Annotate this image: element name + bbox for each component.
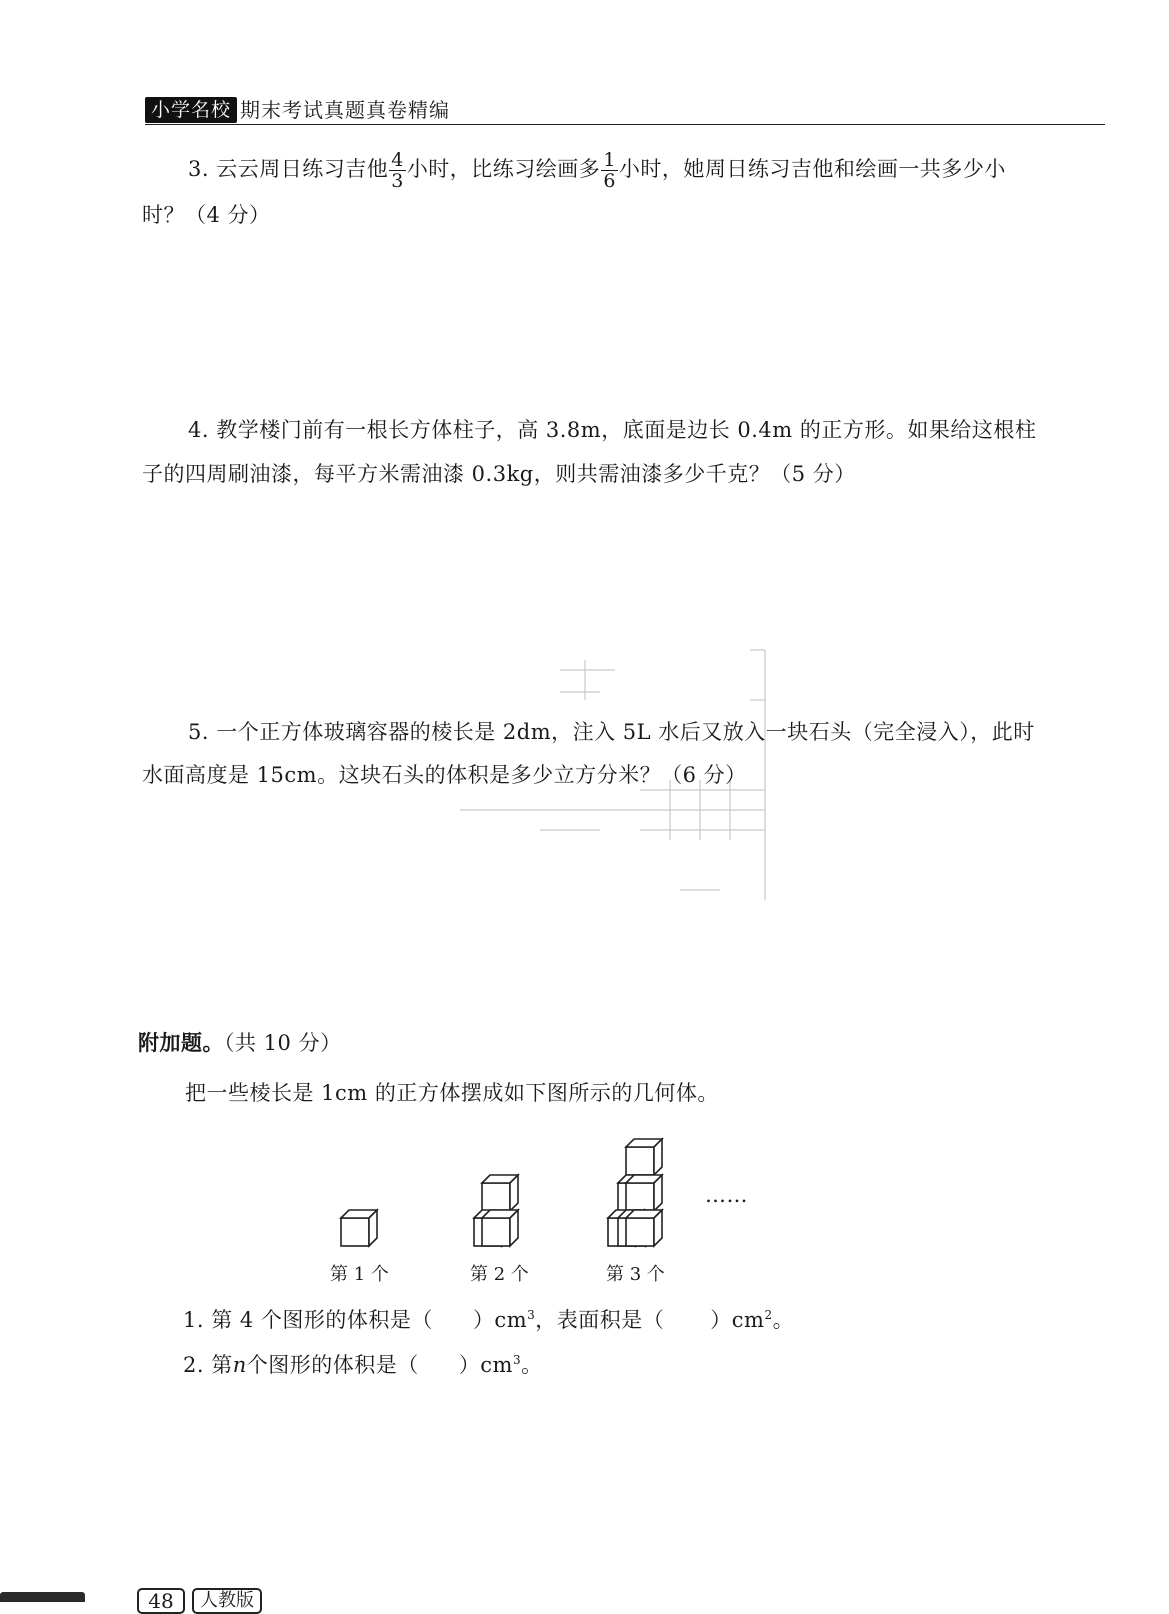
q3-text-a: 3. 云云周日练习吉他: [188, 157, 389, 181]
q3-text-c: 小时，她周日练习吉他和绘画一共多少小: [618, 157, 1006, 181]
cube-figures: [330, 1135, 670, 1255]
sub2-text-a: 2. 第: [183, 1353, 233, 1377]
figure-3-cubes: [608, 1139, 662, 1246]
question-5-line-2: 水面高度是 15cm。这块石头的体积是多少立方分米？（6 分）: [142, 763, 747, 787]
figure-2-label: 第 2 个: [470, 1264, 529, 1285]
figure-1-label: 第 1 个: [330, 1264, 389, 1285]
bonus-heading: [138, 1031, 342, 1055]
sub1-text-b: ）cm: [472, 1308, 528, 1332]
fraction-numerator: 4: [391, 149, 404, 171]
bonus-sub-question-1: [183, 1303, 794, 1332]
figure-2-cubes: [474, 1175, 518, 1246]
sub1-exponent-3: 3: [527, 1308, 536, 1322]
sub1-text-e: 。: [772, 1308, 795, 1332]
variable-n: n: [232, 1353, 247, 1377]
question-4-line-2: 子的四周刷油漆，每平方米需油漆 0.3kg，则共需油漆多少千克？（5 分）: [142, 462, 856, 486]
sub2-text-d: 。: [521, 1353, 543, 1377]
fraction-one-sixth: [601, 150, 618, 191]
sub1-text-a: 1. 第 4 个图形的体积是（: [183, 1308, 433, 1332]
bonus-points: （共 10 分）: [224, 1031, 342, 1055]
question-3-line-1: [188, 150, 1006, 191]
bonus-sub-question-2: [183, 1348, 543, 1377]
figure-1-cubes: [341, 1210, 377, 1246]
book-title: 期末考试真题真卷精编: [240, 98, 450, 122]
figures-ellipsis: ……: [705, 1183, 748, 1207]
sub1-text-c: ，表面积是（: [535, 1308, 665, 1332]
figure-3-label: 第 3 个: [606, 1264, 665, 1285]
page-corner-shadow: [0, 1592, 85, 1602]
q3-text-b: 小时，比练习绘画多: [406, 157, 601, 181]
sub2-text-c: ）cm: [458, 1353, 513, 1377]
fraction-numerator: 1: [603, 149, 616, 171]
fraction-denominator: 6: [603, 170, 616, 192]
header-rule: [145, 124, 1105, 125]
edition-badge: 人教版: [192, 1588, 262, 1614]
bonus-intro: 把一些棱长是 1cm 的正方体摆成如下图所示的几何体。: [185, 1081, 719, 1105]
sub2-text-b: 个图形的体积是（: [246, 1353, 419, 1377]
bonus-title: 附加题。: [138, 1030, 224, 1055]
sub2-exponent-3: 3: [512, 1353, 522, 1367]
fraction-four-thirds: [389, 150, 406, 191]
question-5-line-1: 5. 一个正方体玻璃容器的棱长是 2dm，注入 5L 水后又放入一块石头（完全浸入），此时: [188, 720, 1035, 744]
sub1-exponent-2: 2: [764, 1308, 773, 1322]
question-3-line-2: 时？（4 分）: [142, 203, 271, 227]
series-badge: 小学名校: [145, 97, 237, 123]
sub1-text-d: ）cm: [710, 1308, 765, 1332]
fraction-denominator: 3: [391, 170, 404, 192]
question-4-line-1: 4. 教学楼门前有一根长方体柱子，高 3.8m，底面是边长 0.4m 的正方形。如果给这根柱: [188, 418, 1037, 442]
page-number: 48: [137, 1588, 185, 1614]
